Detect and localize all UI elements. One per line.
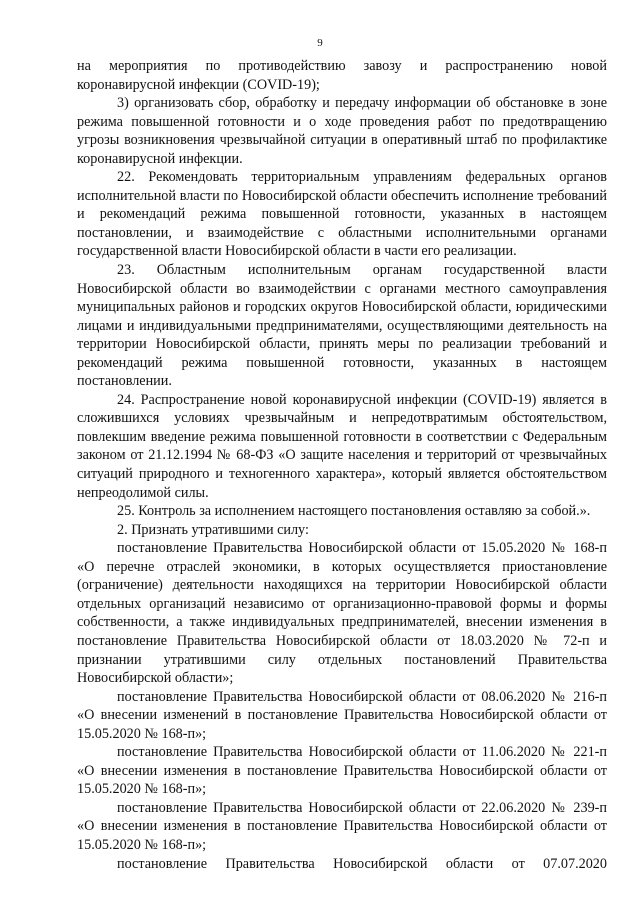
paragraph-resolution-0707: постановление Правительства Новосибирской области от 07.07.2020: [117, 855, 607, 872]
paragraph-item-3: 3) организовать сбор, обработку и передачу информации об обстановке в зоне режима повышенной готовности и о ходе проведения работ по предотвращению угрозы возникновения чрезвычайной ситуации в оперативный штаб по профилактике коронавирусной инфекции.: [77, 95, 607, 167]
paragraph-resolution-239: постановление Правительства Новосибирской области от 22.06.2020 № 239-п «О внесении изменения в постановление Правительства Новосибирской области от 15.05.2020 № 168-п»;: [77, 799, 607, 853]
paragraph-25: 25. Контроль за исполнением настоящего постановления оставляю за собой.».: [117, 503, 591, 520]
paragraph-resolution-216: постановление Правительства Новосибирской области от 08.06.2020 № 216-п «О внесении изменений в постановление Правительства Новосибирской области от 15.05.2020 № 168-п»;: [77, 688, 607, 742]
paragraph-continuation: на мероприятия по противодействию завозу и распространению новой коронавирусной инфекции (COVID-19);: [77, 58, 607, 93]
document-body: [77, 57, 607, 873]
paragraph-resolution-168: постановление Правительства Новосибирской области от 15.05.2020 № 168-п «О перечне отраслей экономики, в которых осуществляется приостановление (ограничение) деятельности находящихся на территории Новосибирской области отдельных организаций независимо от организационно-правовой формы и формы собственности, а также индивидуальных предпринимателей, внесении изменения в постановление Правительства Новосибирской области от 18.03.2020 № 72-п и признании утратившими силу отдельных постановлений Правительства Новосибирской области»;: [77, 540, 607, 687]
paragraph-23: 23. Областным исполнительным органам государственной власти Новосибирской области во взаимодействии с органами местного самоуправления муниципальных районов и городских округов Новосибирской области, юридическими лицами и индивидуальными предпринимателями, осуществляющими деятельность на территории Новосибирской области, принять меры по реализации требований и рекомендаций режима повышенной готовности, указанных в настоящем постановлении.: [77, 262, 607, 390]
page-number: 9: [317, 37, 323, 49]
paragraph-22: 22. Рекомендовать территориальным управлениям федеральных органов исполнительной власти по Новосибирской области обеспечить исполнение требований и рекомендаций режима повышенной готовности, указанных в настоящем постановлении, и взаимодействие с областными исполнительными органами государственной власти Новосибирской области в части его реализации.: [77, 169, 607, 260]
paragraph-section-2: 2. Признать утратившими силу:: [117, 521, 309, 538]
paragraph-resolution-221: постановление Правительства Новосибирской области от 11.06.2020 № 221-п «О внесении изменения в постановление Правительства Новосибирской области от 15.05.2020 № 168-п»;: [77, 744, 607, 798]
paragraph-24: 24. Распространение новой коронавирусной инфекции (COVID-19) является в сложившихся условиях чрезвычайным и непредотвратимым обстоятельством, повлекшим введение режима повышенной готовности в соответствии с Федеральным законом от 21.12.1994 № 68-ФЗ «О защите населения и территорий от чрезвычайных ситуаций природного и техногенного характера», который является обстоятельством непреодолимой силы.: [77, 391, 607, 501]
